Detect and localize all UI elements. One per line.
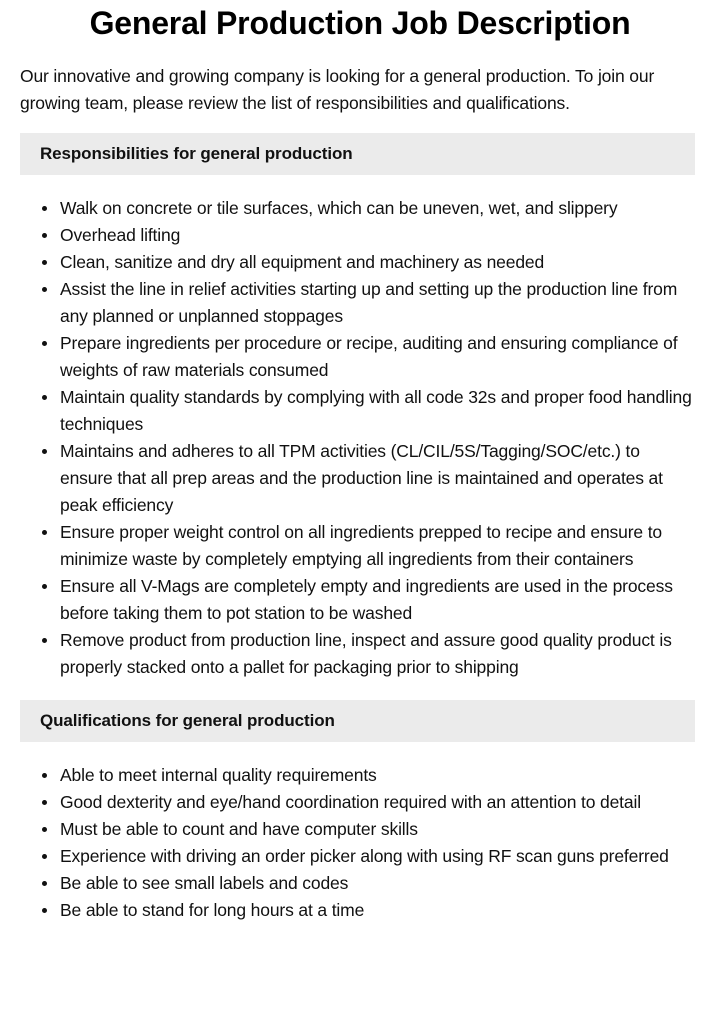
list-item: Assist the line in relief activities starting up and setting up the production line from any planned or unplanned stoppages	[60, 276, 695, 330]
bullet-icon	[42, 260, 47, 265]
list-item: Good dexterity and eye/hand coordination required with an attention to detail	[60, 789, 695, 816]
list-item: Be able to see small labels and codes	[60, 870, 695, 897]
list-item: Overhead lifting	[60, 222, 695, 249]
list-item: Able to meet internal quality requirements	[60, 762, 695, 789]
bullet-icon	[42, 881, 47, 886]
list-item: Maintains and adheres to all TPM activities (CL/CIL/5S/Tagging/SOC/etc.) to ensure that all prep areas and the production line is maintained and operates at peak efficiency	[60, 438, 695, 519]
list-item: Clean, sanitize and dry all equipment and machinery as needed	[60, 249, 695, 276]
bullet-icon	[42, 530, 47, 535]
list-item: Must be able to count and have computer skills	[60, 816, 695, 843]
bullet-icon	[42, 233, 47, 238]
responsibilities-heading-label: Responsibilities for general production	[40, 144, 353, 163]
responsibilities-list	[0, 195, 720, 681]
bullet-icon	[42, 854, 47, 859]
list-item: Walk on concrete or tile surfaces, which can be uneven, wet, and slippery	[60, 195, 695, 222]
bullet-icon	[42, 800, 47, 805]
qualifications-heading	[20, 700, 695, 742]
list-item: Be able to stand for long hours at a time	[60, 897, 695, 924]
bullet-icon	[42, 449, 47, 454]
page-title: General Production Job Description	[89, 5, 631, 41]
intro-paragraph: Our innovative and growing company is looking for a general production. To join our growing team, please review the list of responsibilities and qualifications.	[20, 66, 655, 113]
bullet-icon	[42, 638, 47, 643]
bullet-icon	[42, 206, 47, 211]
bullet-icon	[42, 908, 47, 913]
list-item: Ensure proper weight control on all ingredients prepped to recipe and ensure to minimize waste by completely emptying all ingredients from their containers	[60, 519, 695, 573]
list-item: Ensure all V-Mags are completely empty and ingredients are used in the process before taking them to pot station to be washed	[60, 573, 695, 627]
bullet-icon	[42, 341, 47, 346]
qualifications-heading-label: Qualifications for general production	[40, 711, 335, 730]
bullet-icon	[42, 395, 47, 400]
list-item: Remove product from production line, inspect and assure good quality product is properly stacked onto a pallet for packaging prior to shipping	[60, 627, 695, 681]
bullet-icon	[42, 584, 47, 589]
responsibilities-heading	[20, 133, 695, 175]
bullet-icon	[42, 827, 47, 832]
bullet-icon	[42, 773, 47, 778]
qualifications-list	[0, 762, 720, 924]
list-item: Prepare ingredients per procedure or recipe, auditing and ensuring compliance of weights of raw materials consumed	[60, 330, 695, 384]
bullet-icon	[42, 287, 47, 292]
list-item: Experience with driving an order picker along with using RF scan guns preferred	[60, 843, 695, 870]
list-item: Maintain quality standards by complying with all code 32s and proper food handling techniques	[60, 384, 695, 438]
